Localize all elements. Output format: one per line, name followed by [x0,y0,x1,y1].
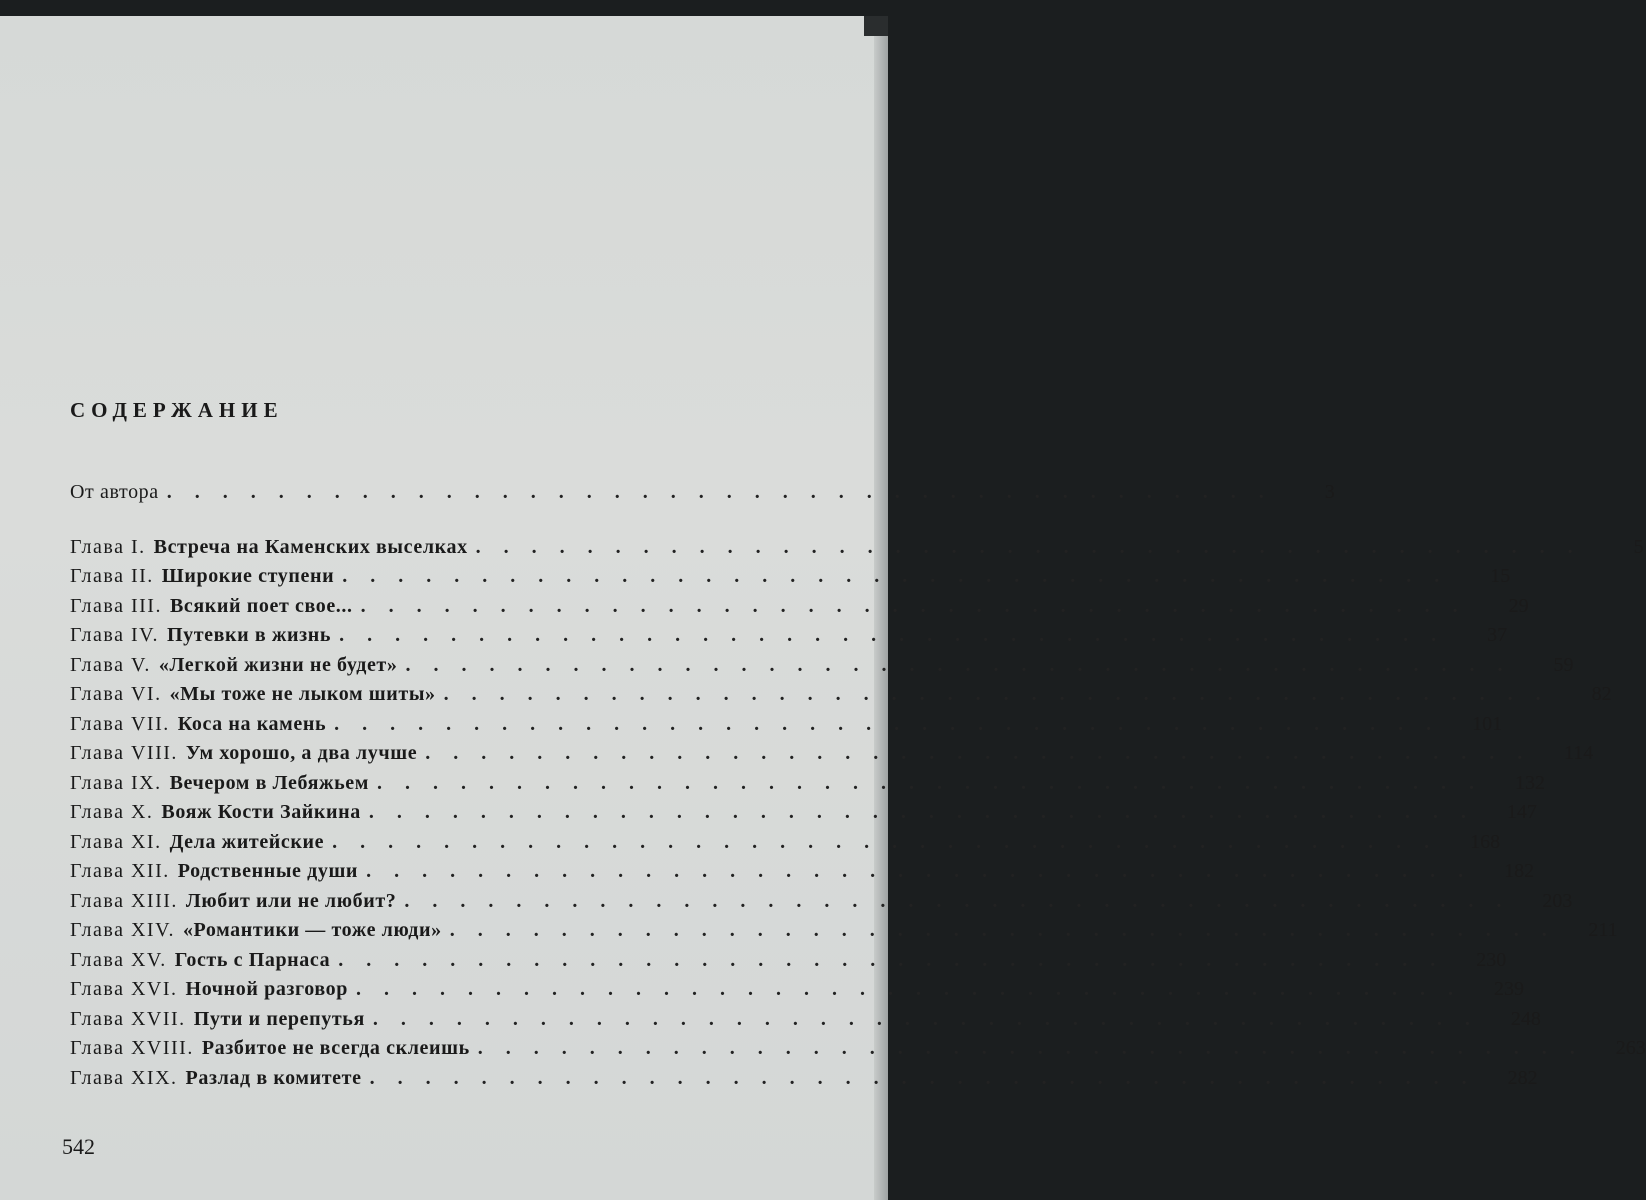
toc-entry [70,742,1594,772]
dot-leader: . . . . . . . . . . . . . . . . . . . . . . . . . . . . . . . . . . . . . . . . [166,481,1273,503]
entry-title: Любит или не любит? [185,889,397,912]
entry-title: От автора [70,481,159,503]
chapter-label: Глава I. [70,535,146,558]
dot-leader: . . . . . . . . . . . . . . . . . . . . . . . . . . . . . . . . . . . . . . . . [332,830,1439,853]
dot-leader: . . . . . . . . . . . . . . . . . . . . . . . . . . . . . . . . . . . . . . . . [404,889,1511,912]
entry-page-number: 230 [1476,948,1507,971]
entry-title: Разлад в комитете [185,1066,362,1089]
chapter-label: Глава XI. [70,830,162,853]
dot-leader: . . . . . . . . . . . . . . . . . . . . . . . . . . . . . . . . . . . . . . . . [449,919,1556,941]
entry-page-number: 248 [1510,1007,1541,1030]
toc-entry [70,1007,1541,1038]
chapter-label: Глава VIII. [70,742,178,764]
entry-page-number: 15 [1490,565,1511,587]
chapter-label: Глава IX. [70,771,162,794]
entry-title: Широкие ступени [161,565,335,587]
entry-page-number: 59 [1553,653,1574,676]
chapter-label: Глава X. [70,801,154,823]
toc-entry [70,801,1537,831]
entry-page-number: 101 [1472,712,1503,735]
dot-leader: . . . . . . . . . . . . . . . . . . . . . . . . . . . . . . . . . . . . . . . . [338,948,1445,971]
dot-leader: . . . . . . . . . . . . . . . . . . . . . . . . . . . . . . . . . . . . . . . . [475,535,1582,558]
entry-title: Родственные души [177,860,359,882]
table-of-contents [70,481,1646,1096]
entry-title: Коса на камень [177,712,327,735]
entry-page-number: 82 [1591,683,1612,705]
chapter-label: Глава VI. [70,683,162,705]
toc-entry [70,919,1618,949]
toc-entry [70,860,1535,890]
chapter-label: Глава XV. [70,948,167,971]
entry-page-number: 168 [1470,830,1501,853]
entry-page-number: 263 [1615,1037,1646,1059]
entry-page-number: 182 [1504,860,1535,882]
dot-leader: . . . . . . . . . . . . . . . . . . . . . . . . . . . . . . . . . . . . . . . . [443,683,1550,705]
chapter-label: Глава XVIII. [70,1037,194,1059]
entry-title: Всякий поет свое... [169,594,353,617]
entry-title: Вечером в Лебяжьем [169,771,369,794]
entry-title: Гость с Парнаса [174,948,331,971]
dot-leader: . . . . . . . . . . . . . . . . . . . . . . . . . . . . . . . . . . . . . . . . [339,624,1446,646]
entry-title: «Легкой жизни не будет» [158,653,398,676]
toc-entry [70,683,1612,713]
book-page [0,16,1646,1200]
toc-entry [70,624,1508,654]
entry-page-number: 239 [1493,978,1524,1000]
toc-entry [70,978,1524,1008]
entry-title: Встреча на Каменских выселках [153,535,468,558]
dot-leader: . . . . . . . . . . . . . . . . . . . . . . . . . . . . . . . . . . . . . . . . [372,1007,1479,1030]
toc-entry [70,771,1545,802]
toc-entry [70,535,1644,566]
entry-page-number: 3 [1324,481,1335,503]
chapter-label: Глава III. [70,594,162,617]
entry-page-number: 211 [1588,919,1618,941]
entry-title: «Мы тоже не лыком шиты» [169,683,436,705]
dot-leader: . . . . . . . . . . . . . . . . . . . . . . . . . . . . . . . . . . . . . . . . [342,565,1449,587]
entry-title: Пути и перепутья [193,1007,365,1030]
entry-page-number: 147 [1506,801,1537,823]
contents-heading: СОДЕРЖАНИЕ [70,398,284,422]
toc-entry [70,481,1335,511]
entry-title: Ночной разговор [185,978,348,1000]
dot-leader: . . . . . . . . . . . . . . . . . . . . . . . . . . . . . . . . . . . . . . . . [425,742,1532,764]
dot-leader: . . . . . . . . . . . . . . . . . . . . . . . . . . . . . . . . . . . . . . . . [405,653,1512,676]
toc-entry [70,830,1501,861]
entry-page-number: 37 [1487,624,1508,646]
dot-leader: . . . . . . . . . . . . . . . . . . . . . . . . . . . . . . . . . . . . . . . . [366,860,1473,882]
entry-page-number: 114 [1563,742,1594,764]
chapter-label: Глава VII. [70,712,170,735]
entry-title: «Романтики — тоже люди» [182,919,442,941]
entry-page-number: 203 [1542,889,1573,912]
dot-leader: . . . . . . . . . . . . . . . . . . . . . . . . . . . . . . . . . . . . . . . . [376,771,1483,794]
dot-leader: . . . . . . . . . . . . . . . . . . . . . . . . . . . . . . . . . . . . . . . . [477,1037,1584,1059]
entry-title: Разбитое не всегда склеишь [201,1037,470,1059]
chapter-label: Глава XIX. [70,1066,178,1089]
chapter-label: Глава XVI. [70,978,178,1000]
entry-title: Вояж Кости Зайкина [161,801,361,823]
entry-page-number: 132 [1514,771,1545,794]
page-number: 542 [62,1134,95,1159]
dot-leader: . . . . . . . . . . . . . . . . . . . . . . . . . . . . . . . . . . . . . . . . [369,1066,1476,1089]
chapter-label: Глава XVII. [70,1007,186,1030]
entry-page-number: 5 [1633,535,1644,558]
entry-page-number: 29 [1508,594,1529,617]
chapter-label: Глава XIII. [70,889,178,912]
entry-title: Ум хорошо, а два лучше [185,742,418,764]
toc-entry [70,948,1507,979]
entry-title: Дела житейские [169,830,325,853]
chapter-label: Глава II. [70,565,154,587]
toc-entry [70,1037,1646,1067]
toc-entry [70,889,1573,920]
toc-entry [70,565,1511,595]
toc-entry [70,653,1574,684]
entry-title: Путевки в жизнь [167,624,332,646]
chapter-label: Глава XIV. [70,919,175,941]
toc-entry [70,1066,1538,1097]
chapter-label: Глава XII. [70,860,170,882]
dot-leader: . . . . . . . . . . . . . . . . . . . . . . . . . . . . . . . . . . . . . . . . [368,801,1475,823]
page-corner [864,16,888,36]
chapter-label: Глава V. [70,653,151,676]
toc-entry [70,712,1503,743]
chapter-label: Глава IV. [70,624,159,646]
toc-entry [70,594,1529,625]
dot-leader: . . . . . . . . . . . . . . . . . . . . . . . . . . . . . . . . . . . . . . . . [360,594,1467,617]
dot-leader: . . . . . . . . . . . . . . . . . . . . . . . . . . . . . . . . . . . . . . . . [355,978,1462,1000]
entry-page-number: 282 [1507,1066,1538,1089]
dot-leader: . . . . . . . . . . . . . . . . . . . . . . . . . . . . . . . . . . . . . . . . [334,712,1441,735]
